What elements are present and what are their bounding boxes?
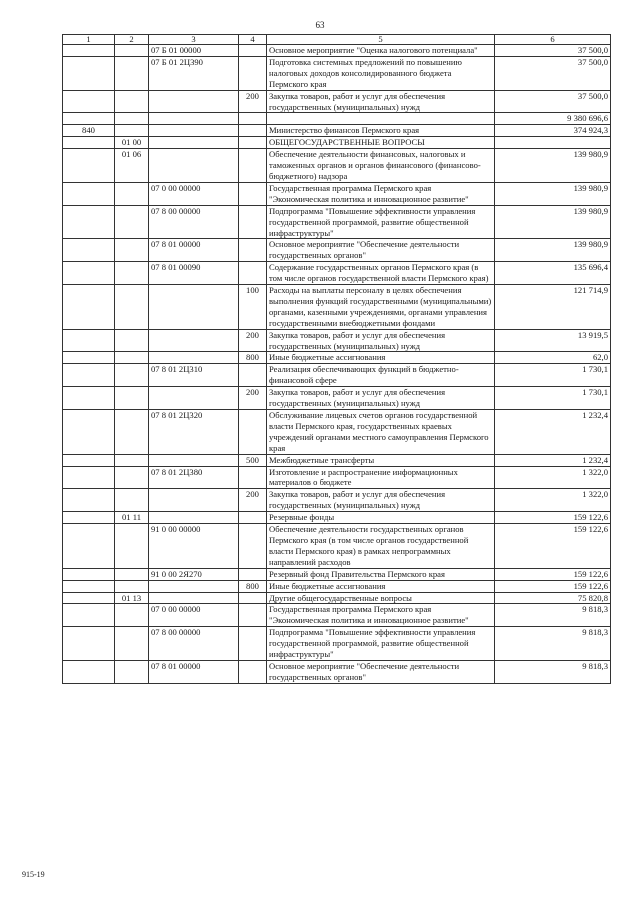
cell-admin-code [63, 113, 115, 125]
cell-section [115, 56, 149, 90]
cell-amount: 1 232,4 [495, 454, 611, 466]
cell-expense-type: 100 [239, 285, 267, 330]
cell-expense-type: 800 [239, 580, 267, 592]
cell-expense-type [239, 466, 267, 489]
cell-expense-type: 200 [239, 387, 267, 410]
cell-section [115, 125, 149, 137]
cell-section [115, 660, 149, 683]
cell-admin-code [63, 660, 115, 683]
table-row [63, 364, 611, 387]
cell-amount: 1 730,1 [495, 387, 611, 410]
cell-target-article [149, 137, 239, 149]
cell-target-article: 07 8 00 00000 [149, 627, 239, 661]
cell-amount: 1 232,4 [495, 410, 611, 455]
cell-admin-code [63, 329, 115, 352]
cell-name: Основное мероприятие "Обеспечение деятельности государственных органов" [267, 239, 495, 262]
cell-expense-type [239, 56, 267, 90]
table-header-row [63, 35, 611, 45]
table-row [63, 329, 611, 352]
table-row [63, 592, 611, 604]
cell-section [115, 568, 149, 580]
cell-expense-type [239, 364, 267, 387]
table-row [63, 56, 611, 90]
cell-name: Обеспечение деятельности государственных органов Пермского края (в том числе органов государственной власти Пермского края) в рамках непрограммных направлений расходов [267, 524, 495, 569]
cell-target-article: 07 0 00 00000 [149, 604, 239, 627]
cell-name: ОБЩЕГОСУДАРСТВЕННЫЕ ВОПРОСЫ [267, 137, 495, 149]
page-number: 63 [315, 20, 325, 30]
cell-target-article: 07 8 01 00000 [149, 660, 239, 683]
cell-expense-type: 800 [239, 352, 267, 364]
table-row [63, 466, 611, 489]
cell-amount [495, 137, 611, 149]
cell-name: Подготовка системных предложений по повышению налоговых доходов консолидированного бюджета Пермского края [267, 56, 495, 90]
cell-section [115, 45, 149, 57]
cell-target-article: 07 0 00 00000 [149, 182, 239, 205]
cell-section [115, 627, 149, 661]
cell-expense-type [239, 125, 267, 137]
table-row [63, 568, 611, 580]
cell-name: Изготовление и распространение информационных материалов о бюджете [267, 466, 495, 489]
column-header: 1 [63, 35, 115, 45]
cell-amount: 1 730,1 [495, 364, 611, 387]
cell-name: Основное мероприятие "Обеспечение деятельности государственных органов" [267, 660, 495, 683]
cell-expense-type: 200 [239, 489, 267, 512]
cell-amount: 9 818,3 [495, 660, 611, 683]
cell-name: Государственная программа Пермского края "Экономическая политика и инновационное развитие" [267, 182, 495, 205]
cell-name: Иные бюджетные ассигнования [267, 580, 495, 592]
cell-admin-code [63, 524, 115, 569]
cell-section [115, 352, 149, 364]
cell-admin-code [63, 592, 115, 604]
cell-name: Государственная программа Пермского края "Экономическая политика и инновационное развитие" [267, 604, 495, 627]
cell-target-article: 91 0 00 2Я270 [149, 568, 239, 580]
cell-admin-code [63, 352, 115, 364]
cell-target-article [149, 512, 239, 524]
table-row [63, 113, 611, 125]
cell-target-article [149, 352, 239, 364]
table-row [63, 262, 611, 285]
cell-expense-type: 200 [239, 90, 267, 113]
cell-target-article [149, 592, 239, 604]
cell-admin-code [63, 568, 115, 580]
cell-target-article [149, 580, 239, 592]
cell-expense-type [239, 113, 267, 125]
budget-table [62, 34, 611, 684]
cell-amount: 62,0 [495, 352, 611, 364]
cell-name: Другие общегосударственные вопросы [267, 592, 495, 604]
cell-amount: 159 122,6 [495, 568, 611, 580]
cell-name: Обеспечение деятельности финансовых, налоговых и таможенных органов и органов финансового (финансово-бюджетного) надзора [267, 149, 495, 183]
cell-name: Обслуживание лицевых счетов органов государственной власти Пермского края, государственных краевых учреждений органами местного самоуправления Пермского края [267, 410, 495, 455]
cell-amount: 75 820,8 [495, 592, 611, 604]
cell-section [115, 285, 149, 330]
cell-amount: 159 122,6 [495, 524, 611, 569]
cell-name: Подпрограмма "Повышение эффективности управления государственной программой, развитие общественной инфраструктуры" [267, 627, 495, 661]
cell-name [267, 113, 495, 125]
cell-admin-code [63, 56, 115, 90]
cell-name: Министерство финансов Пермского края [267, 125, 495, 137]
cell-admin-code [63, 182, 115, 205]
cell-admin-code [63, 205, 115, 239]
cell-section [115, 364, 149, 387]
cell-section [115, 387, 149, 410]
cell-admin-code [63, 364, 115, 387]
cell-expense-type: 200 [239, 329, 267, 352]
cell-name: Закупка товаров, работ и услуг для обеспечения государственных (муниципальных) нужд [267, 329, 495, 352]
cell-name: Закупка товаров, работ и услуг для обеспечения государственных (муниципальных) нужд [267, 90, 495, 113]
table-row [63, 454, 611, 466]
cell-section [115, 524, 149, 569]
table-row [63, 387, 611, 410]
cell-target-article: 91 0 00 00000 [149, 524, 239, 569]
cell-section: 01 11 [115, 512, 149, 524]
cell-admin-code [63, 489, 115, 512]
cell-section [115, 182, 149, 205]
cell-section [115, 454, 149, 466]
cell-name: Закупка товаров, работ и услуг для обеспечения государственных (муниципальных) нужд [267, 387, 495, 410]
cell-admin-code [63, 627, 115, 661]
cell-amount: 139 980,9 [495, 149, 611, 183]
cell-expense-type [239, 182, 267, 205]
cell-section [115, 604, 149, 627]
cell-expense-type [239, 239, 267, 262]
cell-target-article [149, 149, 239, 183]
cell-section [115, 466, 149, 489]
cell-amount: 37 500,0 [495, 90, 611, 113]
cell-name: Резервный фонд Правительства Пермского края [267, 568, 495, 580]
cell-section [115, 489, 149, 512]
cell-section: 01 06 [115, 149, 149, 183]
cell-amount: 159 122,6 [495, 512, 611, 524]
cell-expense-type [239, 410, 267, 455]
cell-expense-type: 500 [239, 454, 267, 466]
cell-target-article [149, 285, 239, 330]
cell-amount: 374 924,3 [495, 125, 611, 137]
column-header: 2 [115, 35, 149, 45]
cell-amount: 139 980,9 [495, 205, 611, 239]
table-row [63, 580, 611, 592]
cell-name: Подпрограмма "Повышение эффективности управления государственной программой, развитие общественной инфраструктуры" [267, 205, 495, 239]
column-header: 5 [267, 35, 495, 45]
cell-amount: 13 919,5 [495, 329, 611, 352]
table-row [63, 125, 611, 137]
cell-name: Закупка товаров, работ и услуг для обеспечения государственных (муниципальных) нужд [267, 489, 495, 512]
cell-admin-code [63, 262, 115, 285]
table-row [63, 410, 611, 455]
cell-expense-type [239, 627, 267, 661]
table-row [63, 489, 611, 512]
cell-section [115, 410, 149, 455]
cell-amount: 1 322,0 [495, 466, 611, 489]
cell-target-article: 07 Б 01 2Ц390 [149, 56, 239, 90]
cell-expense-type [239, 524, 267, 569]
cell-admin-code [63, 580, 115, 592]
cell-amount: 9 818,3 [495, 627, 611, 661]
cell-amount: 121 714,9 [495, 285, 611, 330]
cell-name: Межбюджетные трансферты [267, 454, 495, 466]
table-row [63, 205, 611, 239]
cell-expense-type [239, 512, 267, 524]
cell-admin-code [63, 45, 115, 57]
cell-expense-type [239, 205, 267, 239]
cell-target-article: 07 8 00 00000 [149, 205, 239, 239]
cell-target-article: 07 8 01 2Ц380 [149, 466, 239, 489]
table-row [63, 45, 611, 57]
cell-section: 01 13 [115, 592, 149, 604]
cell-name: Реализация обеспечивающих функций в бюджетно-финансовой сфере [267, 364, 495, 387]
cell-section [115, 239, 149, 262]
table-row [63, 149, 611, 183]
cell-admin-code [63, 387, 115, 410]
cell-target-article [149, 329, 239, 352]
table-row [63, 182, 611, 205]
cell-target-article [149, 454, 239, 466]
cell-expense-type [239, 660, 267, 683]
cell-admin-code [63, 466, 115, 489]
cell-target-article [149, 387, 239, 410]
cell-name: Расходы на выплаты персоналу в целях обеспечения выполнения функций государственными (муниципальными) органами, казенными учреждениями, органами управления государственными внебюджетными фондами [267, 285, 495, 330]
column-header: 4 [239, 35, 267, 45]
cell-expense-type [239, 604, 267, 627]
footer-code: 915-19 [22, 870, 45, 879]
table-row [63, 90, 611, 113]
cell-amount: 37 500,0 [495, 56, 611, 90]
cell-target-article: 07 8 01 2Ц310 [149, 364, 239, 387]
cell-amount: 37 500,0 [495, 45, 611, 57]
cell-target-article [149, 489, 239, 512]
column-header: 3 [149, 35, 239, 45]
table-row [63, 285, 611, 330]
cell-section [115, 262, 149, 285]
cell-target-article [149, 125, 239, 137]
cell-expense-type [239, 149, 267, 183]
table-row [63, 352, 611, 364]
cell-amount: 9 818,3 [495, 604, 611, 627]
cell-section [115, 90, 149, 113]
cell-target-article: 07 Б 01 00000 [149, 45, 239, 57]
table-row [63, 660, 611, 683]
cell-amount: 159 122,6 [495, 580, 611, 592]
cell-section [115, 205, 149, 239]
cell-admin-code [63, 149, 115, 183]
cell-section: 01 00 [115, 137, 149, 149]
cell-admin-code [63, 239, 115, 262]
table-row [63, 524, 611, 569]
cell-amount: 1 322,0 [495, 489, 611, 512]
table-row [63, 239, 611, 262]
cell-admin-code [63, 137, 115, 149]
table-row [63, 627, 611, 661]
table-row [63, 137, 611, 149]
cell-amount: 139 980,9 [495, 182, 611, 205]
cell-amount: 9 380 696,6 [495, 113, 611, 125]
cell-expense-type [239, 568, 267, 580]
table-row [63, 604, 611, 627]
table-body [63, 45, 611, 684]
cell-target-article [149, 113, 239, 125]
table-row [63, 512, 611, 524]
cell-admin-code [63, 410, 115, 455]
cell-name: Содержание государственных органов Пермского края (в том числе органов государственной власти Пермского края) [267, 262, 495, 285]
cell-target-article: 07 8 01 00090 [149, 262, 239, 285]
cell-name: Резервные фонды [267, 512, 495, 524]
cell-target-article: 07 8 01 2Ц320 [149, 410, 239, 455]
cell-admin-code: 840 [63, 125, 115, 137]
cell-section [115, 329, 149, 352]
cell-admin-code [63, 90, 115, 113]
cell-amount: 135 696,4 [495, 262, 611, 285]
cell-section [115, 113, 149, 125]
cell-section [115, 580, 149, 592]
cell-expense-type [239, 592, 267, 604]
cell-name: Основное мероприятие "Оценка налогового потенциала" [267, 45, 495, 57]
column-header: 6 [495, 35, 611, 45]
cell-name: Иные бюджетные ассигнования [267, 352, 495, 364]
cell-admin-code [63, 512, 115, 524]
cell-expense-type [239, 262, 267, 285]
cell-amount: 139 980,9 [495, 239, 611, 262]
cell-expense-type [239, 45, 267, 57]
cell-target-article [149, 90, 239, 113]
cell-target-article: 07 8 01 00000 [149, 239, 239, 262]
cell-admin-code [63, 604, 115, 627]
cell-expense-type [239, 137, 267, 149]
cell-admin-code [63, 454, 115, 466]
cell-admin-code [63, 285, 115, 330]
